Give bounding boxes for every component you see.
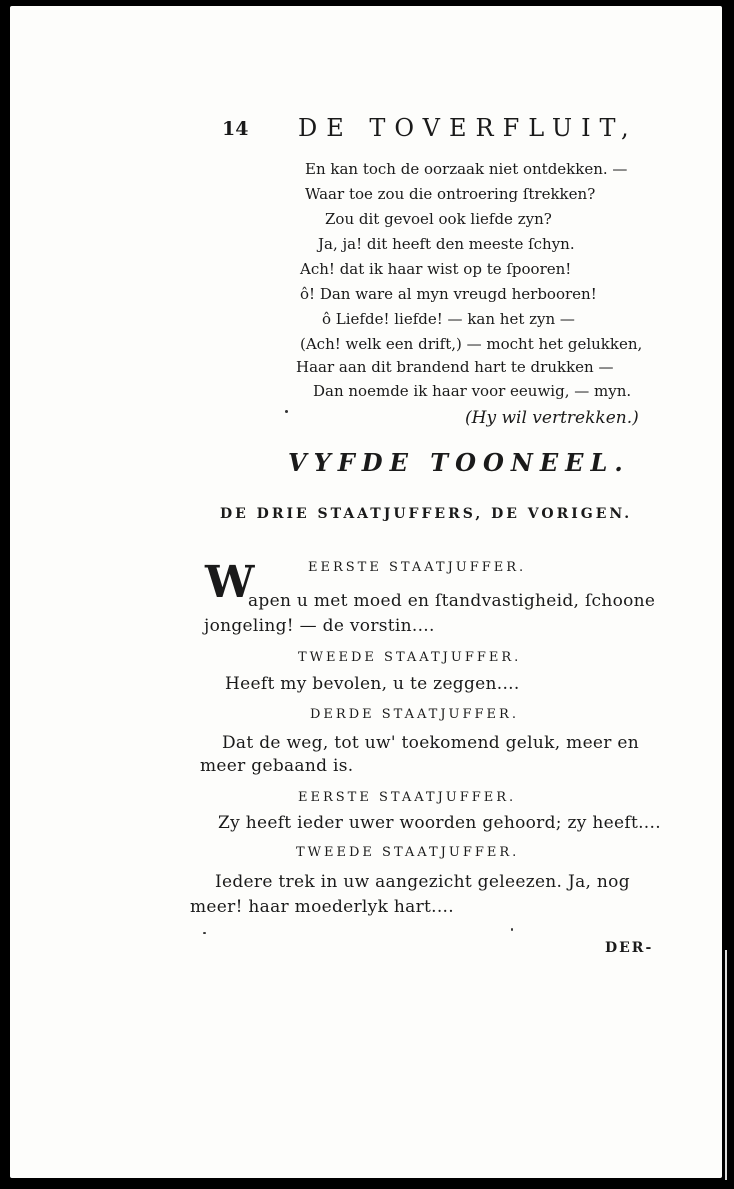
ink-speck [285, 410, 288, 413]
page-number: 14 [222, 118, 249, 140]
ink-speck [511, 928, 513, 931]
speaker-label: DERDE STAATJUFFER. [310, 707, 519, 722]
dialogue-line: jongeling! — de vorstin.... [204, 616, 435, 636]
running-title: DE TOVERFLUIT, [298, 114, 638, 142]
verse-line: Waar toe zou die ontroering ſtrekken? [305, 185, 596, 203]
page-edge-shadow [725, 950, 727, 1180]
scene-title: VYFDE TOONEEL. [288, 448, 630, 477]
ink-speck [203, 932, 206, 934]
dialogue-line: Dat de weg, tot uw' toekomend geluk, meer en [222, 733, 640, 753]
verse-line: ô! Dan ware al myn vreugd herbooren! [300, 285, 597, 303]
dialogue-line: meer! haar moederlyk hart.... [190, 897, 454, 917]
speaker-label: EERSTE STAATJUFFER. [308, 560, 527, 575]
dialogue-line: Zy heeft ieder uwer woorden gehoord; zy heeft.... [218, 813, 661, 833]
dialogue-line: Heeft my bevolen, u te zeggen.... [225, 674, 520, 694]
verse-line: Zou dit gevoel ook liefde zyn? [325, 210, 552, 228]
speaker-label: TWEEDE STAATJUFFER. [296, 845, 520, 860]
dialogue-line: meer gebaand is. [200, 756, 354, 776]
verse-line: Haar aan dit brandend hart te drukken — [296, 358, 614, 376]
cast-list: DE DRIE STAATJUFFERS, DE VORIGEN. [220, 506, 633, 522]
dialogue-line: apen u met moed en ſtandvastigheid, ſchoone [248, 591, 656, 611]
verse-line: Ja, ja! dit heeft den meeste ſchyn. [318, 235, 575, 253]
stage-direction: (Hy wil vertrekken.) [465, 408, 639, 428]
verse-line: ô Liefde! liefde! — kan het zyn — [322, 310, 575, 328]
speaker-label: TWEEDE STAATJUFFER. [298, 650, 522, 665]
verse-line: Ach! dat ik haar wist op te ſpooren! [300, 260, 572, 278]
verse-line: Dan noemde ik haar voor eeuwig, — myn. [313, 382, 632, 400]
verse-line: En kan toch de oorzaak niet ontdekken. — [305, 160, 628, 178]
drop-cap: W [205, 557, 255, 608]
verse-line: (Ach! welk een drift,) — mocht het gelukken, [300, 335, 643, 353]
speaker-label: EERSTE STAATJUFFER. [298, 790, 517, 805]
catchword: DER- [605, 940, 654, 956]
dialogue-line: Iedere trek in uw aangezicht geleezen. Ja, nog [215, 872, 630, 892]
